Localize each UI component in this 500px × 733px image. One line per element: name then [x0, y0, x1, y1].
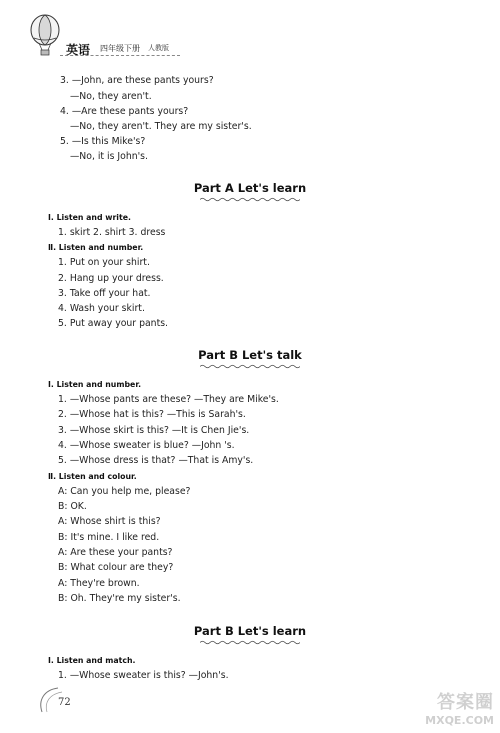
list-item: 3. Take off your hat. [58, 288, 151, 299]
section-label: Ⅰ. Listen and write. [48, 213, 131, 222]
dialogue-line: B: It's mine. I like red. [58, 532, 160, 543]
list-item: 4. —Whose sweater is blue? —John 's. [58, 440, 235, 451]
list-item: 2. —Whose hat is this? —This is Sarah's. [58, 409, 246, 420]
watermark-line2: MXQE.COM [425, 714, 494, 727]
header-edition: 人教版 [148, 44, 169, 52]
hot-air-balloon-icon [28, 14, 62, 58]
section-label: Ⅱ. Listen and colour. [48, 472, 137, 481]
header-divider [60, 55, 180, 56]
list-item: 3. —Whose skirt is this? —It is Chen Jie's. [58, 425, 250, 436]
dialogue-line: A: Can you help me, please? [58, 486, 191, 497]
list-item: 1. Put on your shirt. [58, 257, 150, 268]
dialogue-line: 3. —John, are these pants yours? [60, 75, 214, 86]
section-label: Ⅰ. Listen and number. [48, 380, 142, 389]
title-underline [200, 640, 300, 645]
part-b-talk-title: Part B Let's talk [198, 348, 302, 362]
dialogue-line: A: They're brown. [58, 578, 140, 589]
title-underline [200, 197, 300, 202]
dialogue-line: A: Are these your pants? [58, 547, 173, 558]
watermark [425, 688, 494, 727]
section-label: Ⅰ. Listen and match. [48, 656, 136, 665]
dialogue-line: B: What colour are they? [58, 562, 174, 573]
list-item: 2. Hang up your dress. [58, 273, 164, 284]
header-subject: 英语 [66, 43, 91, 57]
watermark-line1: 答案圈 [437, 692, 494, 713]
dialogue-line: —No, it is John's. [70, 151, 148, 162]
list-item: 1. —Whose pants are these? —They are Mike's. [58, 394, 279, 405]
part-b-learn-title: Part B Let's learn [193, 624, 307, 638]
header-grade: 四年级下册 [100, 44, 140, 53]
section-label: Ⅱ. Listen and number. [48, 243, 144, 252]
dialogue-line: 5. —Is this Mike's? [60, 136, 146, 147]
list-item: 5. —Whose dress is that? —That is Amy's. [58, 455, 254, 466]
page-number: 72 [58, 697, 71, 708]
answer-line: 1. skirt 2. shirt 3. dress [58, 227, 166, 238]
dialogue-line: B: OK. [58, 501, 87, 512]
dialogue-line: 4. —Are these pants yours? [60, 106, 189, 117]
title-underline [200, 364, 300, 369]
part-a-learn-title: Part A Let's learn [193, 181, 307, 195]
dialogue-line: —No, they aren't. [70, 91, 152, 102]
dialogue-line: A: Whose shirt is this? [58, 516, 161, 527]
page-header [0, 0, 500, 70]
list-item: 4. Wash your skirt. [58, 303, 145, 314]
list-item: 1. —Whose sweater is this? —John's. [58, 670, 229, 681]
dialogue-line: —No, they aren't. They are my sister's. [70, 121, 252, 132]
list-item: 5. Put away your pants. [58, 318, 169, 329]
dialogue-line: B: Oh. They're my sister's. [58, 593, 181, 604]
